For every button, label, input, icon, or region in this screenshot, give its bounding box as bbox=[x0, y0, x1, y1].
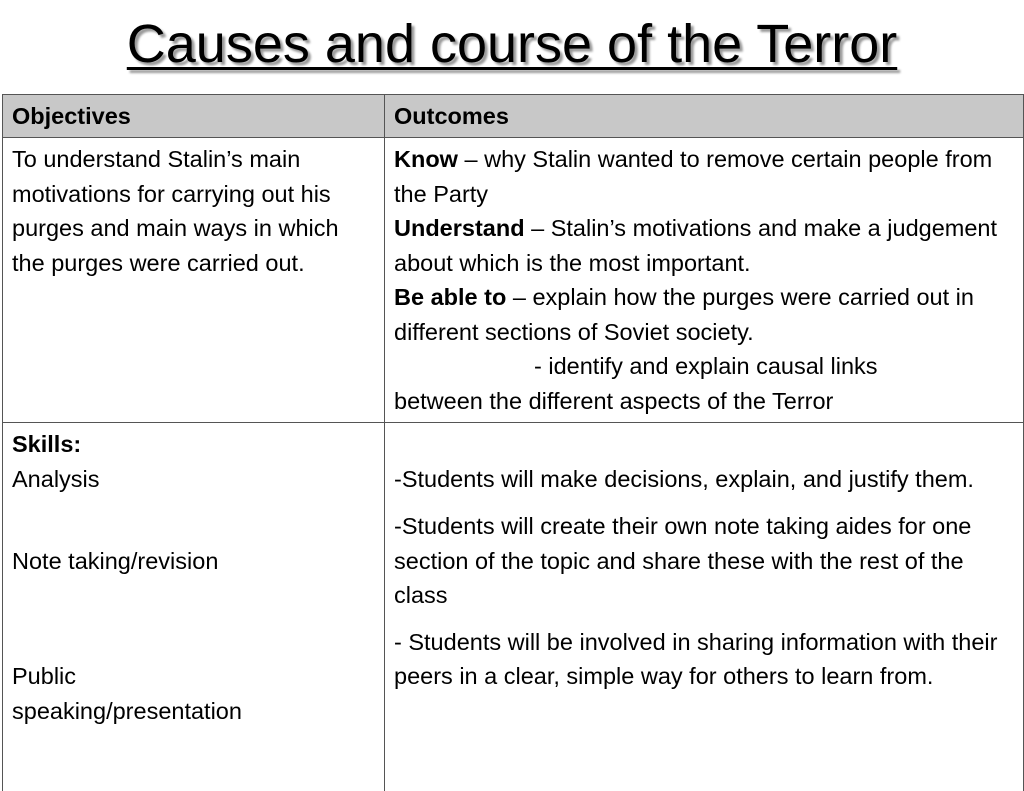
know-label: Know bbox=[394, 146, 458, 172]
objective-cell bbox=[3, 138, 385, 423]
skills-cell bbox=[3, 423, 385, 791]
understand-text: – Stalin’s motivations and make a judgement about which is the most important. bbox=[394, 215, 997, 276]
table-row bbox=[3, 423, 1024, 791]
know-text: – why Stalin wanted to remove certain people from the Party bbox=[394, 146, 992, 207]
outcome-understand bbox=[394, 211, 1015, 280]
skill-note-taking: Note taking/revision bbox=[12, 544, 376, 579]
able-text-2b: between the different aspects of the Terror bbox=[394, 384, 1015, 419]
able-text: – explain how the purges were carried out in different sections of Soviet society. bbox=[394, 284, 974, 345]
understand-label: Understand bbox=[394, 215, 525, 241]
outcomes-cell bbox=[385, 138, 1024, 423]
skill-outcome-public-speaking: - Students will be involved in sharing information with their peers in a clear, simple way for others to learn from. bbox=[394, 625, 1015, 694]
outcome-know bbox=[394, 142, 1015, 211]
skill-public-speaking-a: Public bbox=[12, 659, 376, 694]
header-objectives: Objectives bbox=[3, 95, 385, 138]
skill-outcome-note-taking: -Students will create their own note taking aides for one section of the topic and share these with the rest of the class bbox=[394, 509, 1015, 613]
skills-outcomes-cell bbox=[385, 423, 1024, 791]
skills-label: Skills: bbox=[12, 427, 376, 462]
page-title: Causes and course of the Terror bbox=[0, 10, 1024, 78]
table-header-row bbox=[3, 95, 1024, 138]
skill-outcome-analysis: -Students will make decisions, explain, and justify them. bbox=[394, 462, 1015, 497]
outcome-able bbox=[394, 280, 1015, 349]
table-row bbox=[3, 138, 1024, 423]
objective-text: To understand Stalin’s main motivations for carrying out his purges and main ways in which the purges were carried out. bbox=[12, 146, 339, 276]
objectives-table bbox=[2, 94, 1024, 791]
header-outcomes: Outcomes bbox=[385, 95, 1024, 138]
skill-analysis: Analysis bbox=[12, 462, 376, 497]
able-text-2a: - identify and explain causal links bbox=[394, 349, 1015, 384]
skill-public-speaking-b: speaking/presentation bbox=[12, 694, 376, 729]
able-label: Be able to bbox=[394, 284, 506, 310]
